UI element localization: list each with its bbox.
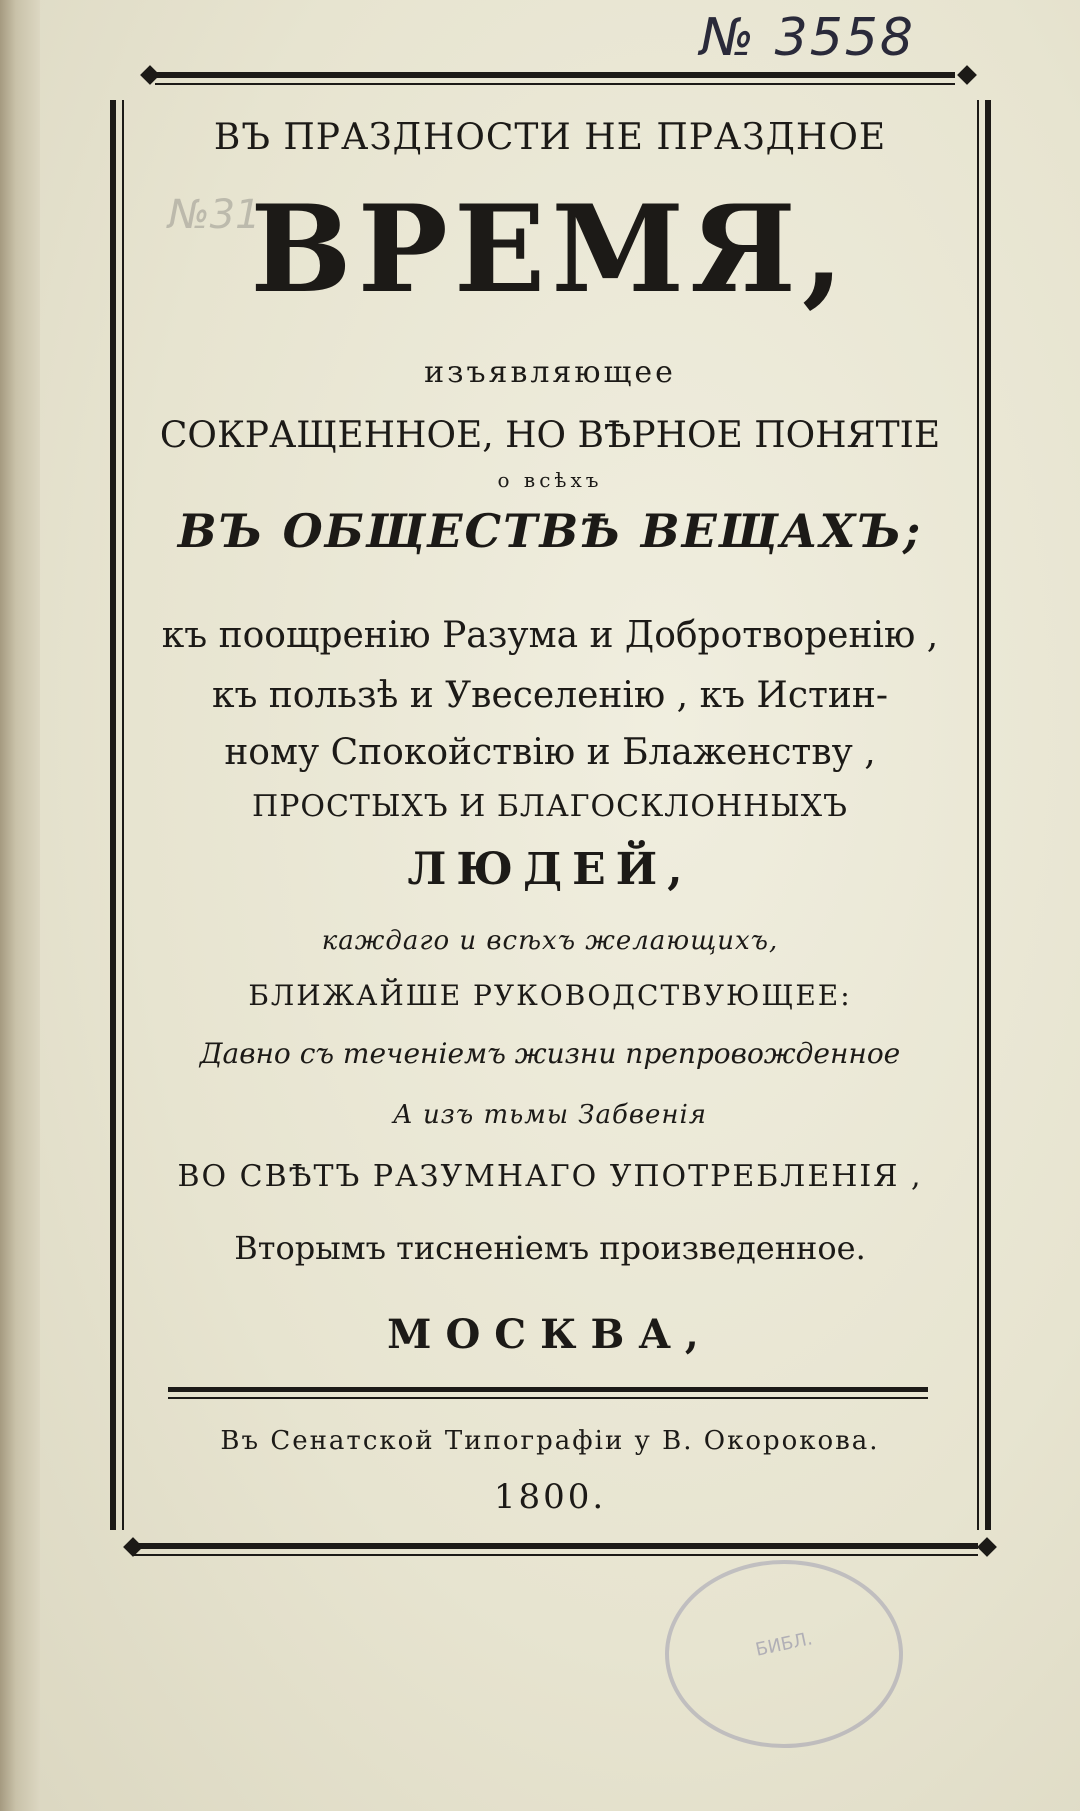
text-line-11: ЛЮДЕЙ,	[407, 844, 693, 895]
text-line-7: къ поощренію Разума и Добротворенію ,	[161, 615, 939, 656]
title-line-3: изъявляющее	[424, 355, 676, 390]
library-stamp	[665, 1560, 903, 1748]
book-spine-edge	[0, 0, 40, 1811]
left-border-thick	[110, 100, 116, 1530]
subtitle: ВЪ ОБЩЕСТВѢ ВЕЩАХЪ;	[177, 504, 923, 558]
printer-imprint: Въ Сенатской Типографіи у В. Окорокова.	[220, 1426, 880, 1456]
left-border-thin	[122, 100, 124, 1530]
text-line-15: А изъ тьмы Забвенія	[392, 1100, 708, 1130]
faded-shelf-mark: №31	[168, 192, 261, 238]
top-border-thick	[155, 72, 955, 78]
text-line-13: БЛИЖАЙШЕ РУКОВОДСТВУЮЩЕЕ:	[248, 979, 852, 1012]
text-line-17: Вторымъ тисненіемъ произведенное.	[234, 1229, 866, 1267]
stamp-text: БИБЛ.	[753, 1628, 815, 1661]
text-line-14: Давно съ теченіемъ жизни препровожденное	[199, 1037, 901, 1070]
text-line-16: ВО СВѢТЪ РАЗУМНАГО УПОТРЕБЛЕНІЯ ,	[177, 1159, 923, 1194]
bottom-border-thick	[132, 1543, 978, 1549]
top-border-thin	[155, 83, 955, 85]
title-line-1: ВЪ ПРАЗДНОСТИ НЕ ПРАЗДНОЕ	[213, 117, 887, 158]
title-line-5: о всѣхъ	[497, 468, 603, 492]
accession-number: № 3558	[700, 8, 915, 68]
text-line-12: каждаго и всѣхъ желающихъ,	[321, 926, 779, 956]
bottom-border-thin	[132, 1554, 978, 1556]
publication-year: 1800.	[493, 1477, 607, 1517]
imprint-divider-thin	[168, 1397, 928, 1399]
place-of-publication: МОСКВА,	[387, 1311, 713, 1358]
imprint-divider-thick	[168, 1387, 928, 1392]
main-title: ВРЕМЯ,	[250, 179, 850, 320]
right-border-thick	[985, 100, 991, 1530]
text-line-10: ПРОСТЫХЪ И БЛАГОСКЛОННЫХЪ	[252, 789, 848, 824]
text-line-9: ному Спокойствію и Блаженству ,	[224, 732, 876, 773]
text-line-8: къ пользѣ и Увеселенію , къ Истин-	[211, 675, 889, 716]
right-border-thin	[977, 100, 979, 1530]
title-line-4: СОКРАЩЕННОЕ, НО ВѢРНОЕ ПОНЯТІЕ	[159, 415, 941, 456]
